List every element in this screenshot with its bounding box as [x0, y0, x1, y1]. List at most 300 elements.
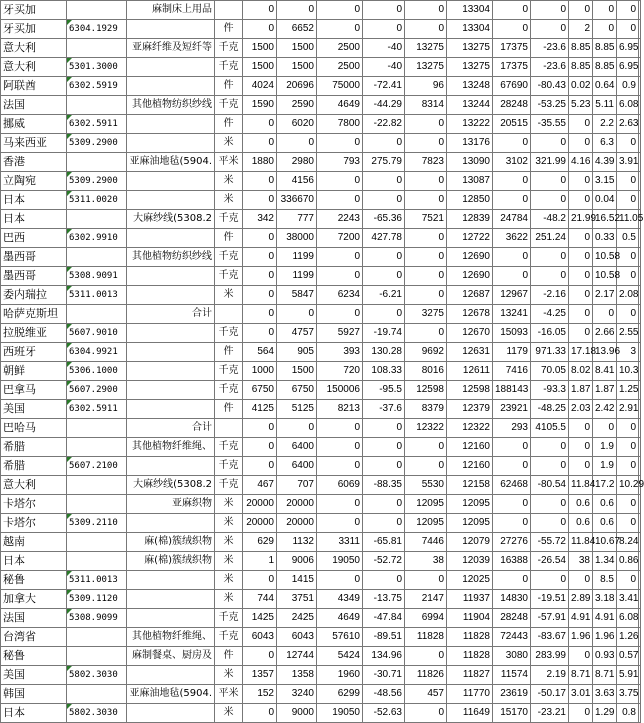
value-cell: 336670 — [277, 191, 317, 210]
value-cell: 8.24 — [617, 533, 639, 552]
table-body — [1, 1, 644, 723]
value-cell: 11827 — [447, 666, 493, 685]
value-cell: 0 — [569, 191, 593, 210]
value-cell: 1357 — [243, 666, 277, 685]
value-cell: 12322 — [405, 419, 447, 438]
description-cell — [127, 324, 215, 343]
value-cell — [639, 343, 641, 362]
value-cell: 38 — [569, 552, 593, 571]
value-cell: 6299 — [317, 685, 363, 704]
value-cell: -93.3 — [531, 381, 569, 400]
value-cell: 1.96 — [569, 628, 593, 647]
value-cell: 4156 — [277, 172, 317, 191]
value-cell: 1500 — [243, 39, 277, 58]
value-cell: -26.54 — [531, 552, 569, 571]
value-cell: 4.91 — [569, 609, 593, 628]
value-cell: 8.02 — [569, 362, 593, 381]
value-cell: 1.34 — [593, 552, 617, 571]
hs-code-cell — [67, 647, 127, 666]
value-cell: 0 — [493, 248, 531, 267]
table-row — [1, 210, 641, 229]
value-cell: 6750 — [243, 381, 277, 400]
country-cell: 意大利 — [1, 58, 67, 77]
value-cell: 23921 — [493, 400, 531, 419]
hs-code-cell — [67, 39, 127, 58]
value-cell — [639, 552, 641, 571]
value-cell: 1500 — [277, 39, 317, 58]
description-cell: 亚麻纤维及短纤等 — [127, 39, 215, 58]
value-cell: 6750 — [277, 381, 317, 400]
value-cell: 0 — [243, 457, 277, 476]
value-cell: 0 — [617, 571, 639, 590]
value-cell: 251.24 — [531, 229, 569, 248]
description-cell — [127, 115, 215, 134]
unit-cell: 件 — [215, 115, 243, 134]
value-cell: 17375 — [493, 58, 531, 77]
value-cell: 0 — [569, 305, 593, 324]
value-cell: 0 — [243, 647, 277, 666]
value-cell: 12967 — [493, 286, 531, 305]
value-cell: 67690 — [493, 77, 531, 96]
value-cell: 0 — [317, 134, 363, 153]
unit-cell: 千克 — [215, 248, 243, 267]
value-cell: 1.25 — [617, 381, 639, 400]
value-cell: 9006 — [277, 552, 317, 571]
unit-cell: 米 — [215, 172, 243, 191]
value-cell: 1500 — [277, 362, 317, 381]
value-cell: 13275 — [447, 58, 493, 77]
country-cell: 巴拿马 — [1, 381, 67, 400]
value-cell: 0 — [405, 1, 447, 20]
value-cell: -48.2 — [531, 210, 569, 229]
value-cell: 5125 — [277, 400, 317, 419]
value-cell: 8.85 — [593, 58, 617, 77]
value-cell: 11828 — [447, 628, 493, 647]
unit-cell: 米 — [215, 191, 243, 210]
value-cell — [639, 172, 641, 191]
table-row — [1, 704, 641, 723]
value-cell: 0.5 — [617, 229, 639, 248]
value-cell: 13090 — [447, 153, 493, 172]
unit-cell: 米 — [215, 134, 243, 153]
value-cell: 0 — [493, 172, 531, 191]
value-cell: 10.58 — [593, 248, 617, 267]
value-cell: 4125 — [243, 400, 277, 419]
value-cell — [639, 77, 641, 96]
value-cell: -52.63 — [363, 704, 405, 723]
value-cell: 150006 — [317, 381, 363, 400]
value-cell: 11828 — [447, 647, 493, 666]
value-cell: 0 — [363, 191, 405, 210]
hs-code-cell — [67, 96, 127, 115]
value-cell: 1500 — [243, 58, 277, 77]
value-cell — [639, 628, 641, 647]
table-row — [1, 647, 641, 666]
value-cell: 6400 — [277, 457, 317, 476]
unit-cell: 米 — [215, 495, 243, 514]
value-cell: -50.17 — [531, 685, 569, 704]
value-cell: 0 — [243, 172, 277, 191]
unit-cell: 件 — [215, 647, 243, 666]
value-cell — [639, 96, 641, 115]
value-cell — [639, 438, 641, 457]
value-cell: 13275 — [447, 39, 493, 58]
value-cell: 0 — [405, 286, 447, 305]
value-cell: 3275 — [405, 305, 447, 324]
hs-code-cell: 5308.9091 — [67, 267, 127, 286]
value-cell: 0 — [243, 438, 277, 457]
value-cell: 6.08 — [617, 96, 639, 115]
value-cell: 15170 — [493, 704, 531, 723]
value-cell: 4757 — [277, 324, 317, 343]
value-cell: 2.63 — [617, 115, 639, 134]
unit-cell: 米 — [215, 514, 243, 533]
value-cell: 4024 — [243, 77, 277, 96]
value-cell: -37.6 — [363, 400, 405, 419]
value-cell: 13244 — [447, 96, 493, 115]
value-cell: 8.85 — [593, 39, 617, 58]
value-cell: 7200 — [317, 229, 363, 248]
value-cell: 793 — [317, 153, 363, 172]
value-cell: 0 — [405, 134, 447, 153]
value-cell: 2425 — [277, 609, 317, 628]
table-row — [1, 533, 641, 552]
value-cell — [639, 685, 641, 704]
value-cell: 3622 — [493, 229, 531, 248]
country-cell: 卡塔尔 — [1, 514, 67, 533]
value-cell: -88.35 — [363, 476, 405, 495]
value-cell: 0 — [493, 457, 531, 476]
country-cell: 美国 — [1, 666, 67, 685]
hs-code-cell: 6302.5911 — [67, 115, 127, 134]
hs-code-cell: 5802.3030 — [67, 666, 127, 685]
value-cell: 12095 — [447, 514, 493, 533]
value-cell: 11937 — [447, 590, 493, 609]
value-cell: 9692 — [405, 343, 447, 362]
hs-code-cell — [67, 685, 127, 704]
value-cell: 3080 — [493, 647, 531, 666]
value-cell: 0 — [405, 115, 447, 134]
value-cell: 75000 — [317, 77, 363, 96]
value-cell: 1.9 — [593, 438, 617, 457]
value-cell: 13304 — [447, 1, 493, 20]
value-cell: 0 — [363, 248, 405, 267]
value-cell: 905 — [277, 343, 317, 362]
value-cell: 8.85 — [569, 39, 593, 58]
value-cell: 0 — [405, 191, 447, 210]
value-cell: 0.6 — [569, 495, 593, 514]
description-cell — [127, 609, 215, 628]
value-cell — [639, 134, 641, 153]
hs-code-cell — [67, 438, 127, 457]
value-cell: 28248 — [493, 96, 531, 115]
hs-code-cell: 5607.9010 — [67, 324, 127, 343]
value-cell: 0 — [243, 134, 277, 153]
value-cell: 12850 — [447, 191, 493, 210]
value-cell — [639, 305, 641, 324]
value-cell: 0 — [405, 704, 447, 723]
value-cell: 1132 — [277, 533, 317, 552]
value-cell — [639, 248, 641, 267]
value-cell: 0 — [569, 647, 593, 666]
country-cell: 台湾省 — [1, 628, 67, 647]
value-cell: 0.6 — [593, 514, 617, 533]
value-cell: -16.05 — [531, 324, 569, 343]
value-cell: 0 — [531, 248, 569, 267]
unit-cell: 千克 — [215, 457, 243, 476]
value-cell: 720 — [317, 362, 363, 381]
value-cell: 0.86 — [617, 552, 639, 571]
table-row — [1, 381, 641, 400]
hs-code-cell: 6304.9921 — [67, 343, 127, 362]
value-cell: 0.33 — [593, 229, 617, 248]
value-cell: 14830 — [493, 590, 531, 609]
description-cell — [127, 590, 215, 609]
value-cell: 7823 — [405, 153, 447, 172]
country-cell: 巴西 — [1, 229, 67, 248]
value-cell: 8.71 — [593, 666, 617, 685]
value-cell: 4.16 — [569, 153, 593, 172]
value-cell: 9000 — [277, 704, 317, 723]
country-cell: 意大利 — [1, 476, 67, 495]
table-row — [1, 39, 641, 58]
description-cell — [127, 286, 215, 305]
value-cell: 2.19 — [531, 666, 569, 685]
value-cell: 0 — [617, 514, 639, 533]
description-cell — [127, 362, 215, 381]
value-cell — [639, 590, 641, 609]
value-cell: 0 — [493, 20, 531, 39]
value-cell: 2 — [569, 20, 593, 39]
value-cell: 0 — [243, 419, 277, 438]
value-cell: 2.55 — [617, 324, 639, 343]
unit-cell — [215, 305, 243, 324]
value-cell: 0.57 — [617, 647, 639, 666]
hs-code-cell — [67, 552, 127, 571]
value-cell: 11770 — [447, 685, 493, 704]
value-cell — [639, 286, 641, 305]
country-cell: 墨西哥 — [1, 267, 67, 286]
description-cell — [127, 134, 215, 153]
value-cell: 0 — [531, 172, 569, 191]
description-cell: 麻制床上用品 — [127, 1, 215, 20]
value-cell: -2.16 — [531, 286, 569, 305]
value-cell: 38000 — [277, 229, 317, 248]
value-cell: 7800 — [317, 115, 363, 134]
hs-code-cell: 5311.0020 — [67, 191, 127, 210]
value-cell: 0 — [569, 419, 593, 438]
country-cell: 牙买加 — [1, 1, 67, 20]
value-cell: 12079 — [447, 533, 493, 552]
value-cell: 0 — [363, 172, 405, 191]
hs-code-cell: 5802.3030 — [67, 704, 127, 723]
value-cell: 20000 — [277, 495, 317, 514]
value-cell: 427.78 — [363, 229, 405, 248]
value-cell: 4.39 — [593, 153, 617, 172]
value-cell: 0 — [617, 267, 639, 286]
value-cell: 0 — [277, 134, 317, 153]
country-cell: 立陶宛 — [1, 172, 67, 191]
unit-cell: 千克 — [215, 324, 243, 343]
value-cell: 342 — [243, 210, 277, 229]
value-cell: 2.17 — [593, 286, 617, 305]
value-cell: 28248 — [493, 609, 531, 628]
country-cell: 加拿大 — [1, 590, 67, 609]
value-cell: 0 — [617, 134, 639, 153]
table-row — [1, 609, 641, 628]
value-cell: 0 — [317, 457, 363, 476]
description-cell — [127, 191, 215, 210]
value-cell: 0 — [317, 172, 363, 191]
value-cell: 11904 — [447, 609, 493, 628]
hs-code-cell: 5301.3000 — [67, 58, 127, 77]
value-cell: 13275 — [405, 39, 447, 58]
value-cell: 6043 — [277, 628, 317, 647]
hs-code-cell: 5311.0013 — [67, 286, 127, 305]
table-row — [1, 476, 641, 495]
value-cell: 38 — [405, 552, 447, 571]
value-cell — [639, 381, 641, 400]
value-cell: 0 — [243, 191, 277, 210]
value-cell: 0 — [493, 514, 531, 533]
value-cell: 5847 — [277, 286, 317, 305]
value-cell: 1.9 — [593, 457, 617, 476]
unit-cell: 件 — [215, 20, 243, 39]
value-cell: 0 — [493, 571, 531, 590]
value-cell: 0.6 — [593, 495, 617, 514]
description-cell — [127, 20, 215, 39]
value-cell: 3 — [617, 343, 639, 362]
value-cell — [639, 58, 641, 77]
value-cell: 1199 — [277, 248, 317, 267]
value-cell: 0 — [243, 1, 277, 20]
value-cell: 293 — [493, 419, 531, 438]
value-cell: 0 — [531, 514, 569, 533]
value-cell: 3.01 — [569, 685, 593, 704]
value-cell: 0 — [277, 1, 317, 20]
value-cell: 1 — [243, 552, 277, 571]
value-cell: 13304 — [447, 20, 493, 39]
value-cell: 10.58 — [593, 267, 617, 286]
value-cell — [639, 229, 641, 248]
table-row — [1, 58, 641, 77]
hs-code-cell: 6302.5919 — [67, 77, 127, 96]
table-row — [1, 1, 641, 20]
value-cell: 3.75 — [617, 685, 639, 704]
description-cell — [127, 381, 215, 400]
value-cell — [639, 1, 641, 20]
value-cell: 19050 — [317, 704, 363, 723]
value-cell: -89.51 — [363, 628, 405, 647]
value-cell: 1.29 — [593, 704, 617, 723]
value-cell: -80.43 — [531, 77, 569, 96]
value-cell: 0 — [405, 248, 447, 267]
value-cell: 2243 — [317, 210, 363, 229]
value-cell: 0.64 — [593, 77, 617, 96]
value-cell: 6020 — [277, 115, 317, 134]
value-cell: 0 — [493, 134, 531, 153]
value-cell — [639, 267, 641, 286]
value-cell: 1500 — [277, 58, 317, 77]
description-cell — [127, 77, 215, 96]
value-cell: 3.41 — [617, 590, 639, 609]
value-cell: 0 — [569, 1, 593, 20]
value-cell: 2.2 — [593, 115, 617, 134]
value-cell: 0 — [243, 286, 277, 305]
table-row — [1, 267, 641, 286]
value-cell: 0 — [405, 647, 447, 666]
value-cell: 17375 — [493, 39, 531, 58]
value-cell: 0 — [317, 191, 363, 210]
value-cell: -23.21 — [531, 704, 569, 723]
value-cell: 0 — [569, 286, 593, 305]
value-cell: 0 — [493, 267, 531, 286]
value-cell: 20000 — [243, 514, 277, 533]
value-cell: 188143 — [493, 381, 531, 400]
value-cell: 0 — [363, 495, 405, 514]
value-cell: 0 — [531, 134, 569, 153]
value-cell: 0 — [243, 115, 277, 134]
value-cell: 8.41 — [593, 362, 617, 381]
description-cell: 亚麻油地毡(5904. — [127, 153, 215, 172]
hs-code-cell — [67, 495, 127, 514]
value-cell: -23.6 — [531, 39, 569, 58]
value-cell: 8213 — [317, 400, 363, 419]
description-cell: 其他植物纺织纱线 — [127, 96, 215, 115]
hs-code-cell — [67, 628, 127, 647]
country-cell: 法国 — [1, 96, 67, 115]
table-row — [1, 20, 641, 39]
country-cell: 日本 — [1, 191, 67, 210]
value-cell: 12379 — [447, 400, 493, 419]
unit-cell: 件 — [215, 77, 243, 96]
value-cell: 10.3 — [617, 362, 639, 381]
value-cell — [639, 647, 641, 666]
value-cell: 0 — [363, 438, 405, 457]
value-cell: 0 — [617, 20, 639, 39]
value-cell: 0 — [243, 305, 277, 324]
value-cell: -13.75 — [363, 590, 405, 609]
value-cell: 0 — [531, 571, 569, 590]
value-cell: 11.05 — [617, 210, 639, 229]
value-cell: 0 — [317, 20, 363, 39]
description-cell: 麻(棉)簇绒织物 — [127, 552, 215, 571]
table-row — [1, 115, 641, 134]
country-cell: 拉脱维亚 — [1, 324, 67, 343]
value-cell: -35.55 — [531, 115, 569, 134]
value-cell: 0 — [363, 20, 405, 39]
value-cell: 4649 — [317, 96, 363, 115]
table-row — [1, 172, 641, 191]
unit-cell: 千克 — [215, 58, 243, 77]
table-row — [1, 77, 641, 96]
value-cell: 0 — [531, 457, 569, 476]
value-cell: 1179 — [493, 343, 531, 362]
value-cell: 2147 — [405, 590, 447, 609]
country-cell: 意大利 — [1, 39, 67, 58]
value-cell: 6400 — [277, 438, 317, 457]
value-cell: 12025 — [447, 571, 493, 590]
value-cell: 2.03 — [569, 400, 593, 419]
value-cell: 1199 — [277, 267, 317, 286]
value-cell: 0 — [317, 267, 363, 286]
value-cell: -95.5 — [363, 381, 405, 400]
value-cell — [639, 457, 641, 476]
value-cell: 0.04 — [593, 191, 617, 210]
value-cell: 0 — [593, 20, 617, 39]
value-cell: 20696 — [277, 77, 317, 96]
value-cell: 6234 — [317, 286, 363, 305]
